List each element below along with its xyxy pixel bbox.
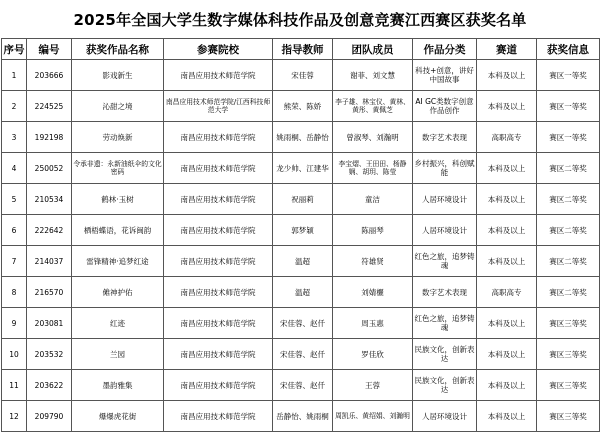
table-header-row [2, 39, 600, 60]
cell-school: 南昌应用技术师范学院 [164, 246, 273, 277]
table-row [2, 184, 600, 215]
cell-award: 赛区二等奖 [537, 246, 600, 277]
cell-advisor: 宋佳蓉、赵仟 [273, 370, 333, 401]
cell-id: 203622 [27, 370, 72, 401]
cell-advisor: 温超 [273, 277, 333, 308]
cell-category: AI GC类数字创意作品创作 [413, 91, 477, 122]
cell-advisor: 宋佳蓉、赵仟 [273, 339, 333, 370]
cell-category: 人居环境设计 [413, 401, 477, 432]
header-cell: 团队成员 [333, 39, 413, 60]
cell-school: 南昌应用技术师范学院 [164, 370, 273, 401]
cell-school: 南昌应用技术师范学院 [164, 215, 273, 246]
cell-track: 本科及以上 [477, 246, 537, 277]
page-title: 2025年全国大学生数字媒体科技作品及创意竞赛江西赛区获奖名单 [73, 10, 527, 29]
table-row [2, 339, 600, 370]
cell-index: 3 [2, 122, 27, 153]
table-row [2, 401, 600, 432]
cell-category: 乡村振兴，科创赋能 [413, 153, 477, 184]
cell-team: 谢菲、刘文慧 [333, 60, 413, 91]
cell-id: 250052 [27, 153, 72, 184]
cell-team: 李子雄、林宝仪、黄林、黄彤、黄佩芝 [333, 91, 413, 122]
header-cell: 获奖信息 [537, 39, 600, 60]
cell-index: 4 [2, 153, 27, 184]
cell-work-name: 劳动焕新 [72, 122, 164, 153]
cell-school: 南昌应用技术师范学院 [164, 153, 273, 184]
cell-advisor: 姚雨桐、岳静怡 [273, 122, 333, 153]
table-row [2, 277, 600, 308]
cell-team: 符雄贤 [333, 246, 413, 277]
cell-award: 赛区三等奖 [537, 401, 600, 432]
cell-work-name: 红迹 [72, 308, 164, 339]
header-cell: 获奖作品名称 [72, 39, 164, 60]
cell-category: 数字艺术表现 [413, 122, 477, 153]
cell-work-name: 栖梧蝶语，花诉闽韵 [72, 215, 164, 246]
cell-school: 南昌应用技术师范学院 [164, 60, 273, 91]
cell-track: 高职高专 [477, 277, 537, 308]
cell-team: 周玉惠 [333, 308, 413, 339]
cell-category: 科技+创意，讲好中国故事 [413, 60, 477, 91]
cell-work-name: 墨韵雅集 [72, 370, 164, 401]
cell-work-name: 傩神护佑 [72, 277, 164, 308]
cell-id: 222642 [27, 215, 72, 246]
table-row [2, 60, 600, 91]
cell-advisor: 宋佳蓉 [273, 60, 333, 91]
cell-index: 1 [2, 60, 27, 91]
cell-category: 民族文化，创新表达 [413, 339, 477, 370]
cell-id: 203666 [27, 60, 72, 91]
cell-advisor: 熊荣、陈娇 [273, 91, 333, 122]
cell-work-name: 雷锋精神·追梦红途 [72, 246, 164, 277]
cell-category: 民族文化，创新表达 [413, 370, 477, 401]
cell-award: 赛区三等奖 [537, 308, 600, 339]
header-cell: 作品分类 [413, 39, 477, 60]
cell-id: 210534 [27, 184, 72, 215]
cell-award: 赛区一等奖 [537, 122, 600, 153]
cell-award: 赛区三等奖 [537, 339, 600, 370]
cell-team: 李宝熠、王田田、杨静娴、胡玥、陈莹 [333, 153, 413, 184]
cell-work-name: 鹤林·玉树 [72, 184, 164, 215]
cell-id: 216570 [27, 277, 72, 308]
cell-track: 本科及以上 [477, 184, 537, 215]
cell-id: 224525 [27, 91, 72, 122]
cell-id: 192198 [27, 122, 72, 153]
cell-school: 南昌应用技术师范学院 [164, 308, 273, 339]
table-row [2, 370, 600, 401]
cell-category: 红色之旅，追梦铸魂 [413, 308, 477, 339]
cell-track: 本科及以上 [477, 60, 537, 91]
cell-work-name: 令承非遗：永新油纸伞的文化密码 [72, 153, 164, 184]
cell-index: 10 [2, 339, 27, 370]
cell-index: 12 [2, 401, 27, 432]
header-cell: 编号 [27, 39, 72, 60]
cell-advisor: 温超 [273, 246, 333, 277]
table-row [2, 91, 600, 122]
cell-award: 赛区三等奖 [537, 370, 600, 401]
cell-school: 南昌应用技术师范学院/江西科技师范大学 [164, 91, 273, 122]
cell-track: 本科及以上 [477, 153, 537, 184]
cell-team: 曾淑琴、刘瀚明 [333, 122, 413, 153]
table-row [2, 153, 600, 184]
cell-school: 南昌应用技术师范学院 [164, 122, 273, 153]
cell-advisor: 祝丽莉 [273, 184, 333, 215]
cell-index: 7 [2, 246, 27, 277]
cell-team: 罗佳欣 [333, 339, 413, 370]
cell-work-name: 沁甜之境 [72, 91, 164, 122]
cell-work-name: 兰园 [72, 339, 164, 370]
header-cell: 赛道 [477, 39, 537, 60]
awards-table [1, 38, 600, 432]
cell-index: 2 [2, 91, 27, 122]
cell-category: 数字艺术表现 [413, 277, 477, 308]
table-row [2, 215, 600, 246]
cell-advisor: 龙少帅、江建华 [273, 153, 333, 184]
cell-school: 南昌应用技术师范学院 [164, 339, 273, 370]
cell-award: 赛区二等奖 [537, 153, 600, 184]
cell-school: 南昌应用技术师范学院 [164, 184, 273, 215]
cell-work-name: 爆爆虎花街 [72, 401, 164, 432]
table-row [2, 122, 600, 153]
cell-advisor: 岳静怡、姚雨桐 [273, 401, 333, 432]
cell-track: 高职高专 [477, 122, 537, 153]
cell-track: 本科及以上 [477, 215, 537, 246]
cell-index: 9 [2, 308, 27, 339]
cell-award: 赛区二等奖 [537, 184, 600, 215]
cell-id: 203081 [27, 308, 72, 339]
cell-category: 人居环境设计 [413, 215, 477, 246]
cell-team: 童洁 [333, 184, 413, 215]
cell-team: 陈丽琴 [333, 215, 413, 246]
cell-team: 刘婧欐 [333, 277, 413, 308]
header-cell: 参赛院校 [164, 39, 273, 60]
cell-award: 赛区一等奖 [537, 60, 600, 91]
cell-award: 赛区二等奖 [537, 215, 600, 246]
cell-id: 203532 [27, 339, 72, 370]
header-cell: 序号 [2, 39, 27, 60]
cell-id: 214037 [27, 246, 72, 277]
cell-track: 本科及以上 [477, 401, 537, 432]
cell-id: 209790 [27, 401, 72, 432]
table-row [2, 246, 600, 277]
cell-track: 本科及以上 [477, 339, 537, 370]
cell-team: 周凯乐、黄绍娟、刘瀚明 [333, 401, 413, 432]
cell-team: 王蓉 [333, 370, 413, 401]
cell-track: 本科及以上 [477, 308, 537, 339]
cell-index: 6 [2, 215, 27, 246]
cell-school: 南昌应用技术师范学院 [164, 401, 273, 432]
cell-advisor: 宋佳蓉、赵仟 [273, 308, 333, 339]
cell-category: 红色之旅，追梦铸魂 [413, 246, 477, 277]
cell-index: 11 [2, 370, 27, 401]
cell-track: 本科及以上 [477, 370, 537, 401]
cell-index: 8 [2, 277, 27, 308]
cell-category: 人居环境设计 [413, 184, 477, 215]
cell-index: 5 [2, 184, 27, 215]
cell-school: 南昌应用技术师范学院 [164, 277, 273, 308]
cell-advisor: 郭梦颖 [273, 215, 333, 246]
header-cell: 指导教师 [273, 39, 333, 60]
table-row [2, 308, 600, 339]
cell-track: 本科及以上 [477, 91, 537, 122]
cell-award: 赛区二等奖 [537, 277, 600, 308]
cell-work-name: 影戏新生 [72, 60, 164, 91]
cell-award: 赛区一等奖 [537, 91, 600, 122]
